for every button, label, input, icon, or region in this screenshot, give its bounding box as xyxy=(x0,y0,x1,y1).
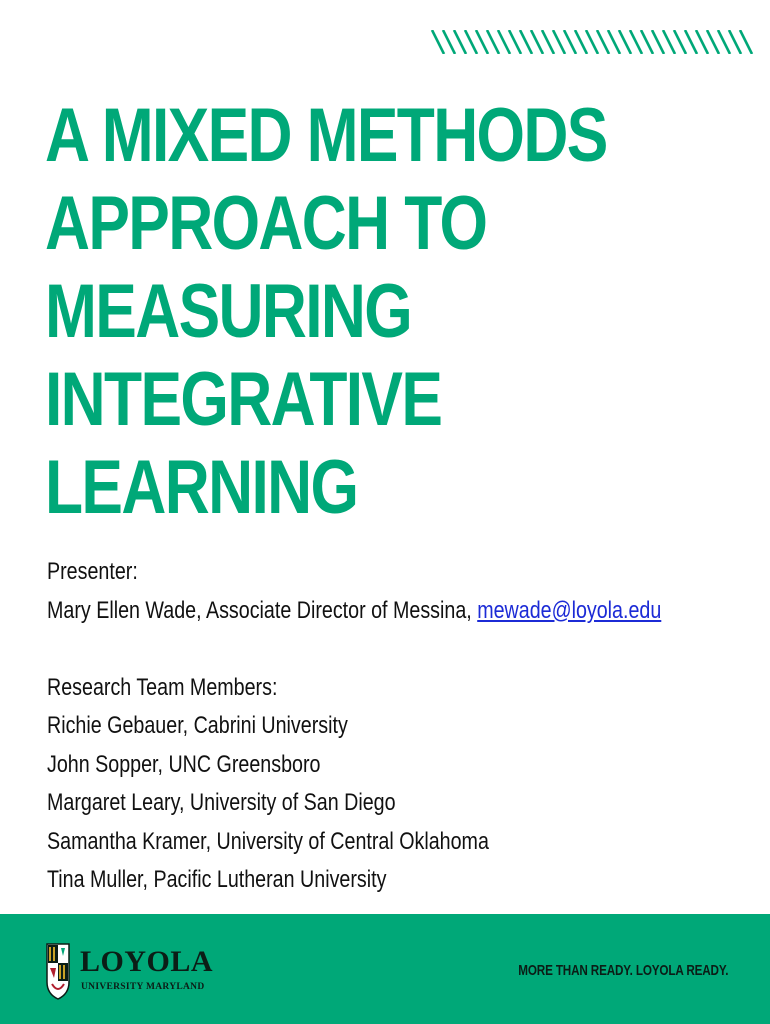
spacer xyxy=(47,630,621,669)
footer-band xyxy=(0,914,770,1024)
page-title xyxy=(45,92,607,532)
title-line: MEASURING xyxy=(45,269,412,354)
presenter-label: Presenter: xyxy=(47,558,138,585)
logo-name: LOYOLA xyxy=(80,945,214,978)
team-member: Richie Gebauer, Cabrini University xyxy=(47,712,348,739)
decorative-hatch-lines xyxy=(430,30,760,54)
shield-crest-icon xyxy=(46,942,70,1000)
team-member: Samantha Kramer, University of Central Oklahoma xyxy=(47,827,489,855)
team-member: Margaret Leary, University of San Diego xyxy=(47,789,396,816)
title-line: APPROACH TO xyxy=(45,181,487,266)
presenter-section xyxy=(47,553,662,900)
title-line: LEARNING xyxy=(45,445,358,530)
team-member: John Sopper, UNC Greensboro xyxy=(47,750,321,778)
title-line: INTEGRATIVE xyxy=(45,357,442,442)
team-member: Tina Muller, Pacific Lutheran University xyxy=(47,866,387,893)
presenter-line xyxy=(47,592,662,631)
presenter-name: Mary Ellen Wade, Associate Director of Messina, xyxy=(47,596,478,624)
team-label: Research Team Members: xyxy=(47,673,278,701)
presenter-email-link[interactable]: mewade@loyola.edu xyxy=(477,596,662,624)
tagline: MORE THAN READY. LOYOLA READY. xyxy=(517,962,728,979)
logo-subtitle: UNIVERSITY MARYLAND xyxy=(81,982,205,992)
loyola-logo xyxy=(46,942,214,1002)
title-line: A MIXED METHODS xyxy=(45,93,607,178)
